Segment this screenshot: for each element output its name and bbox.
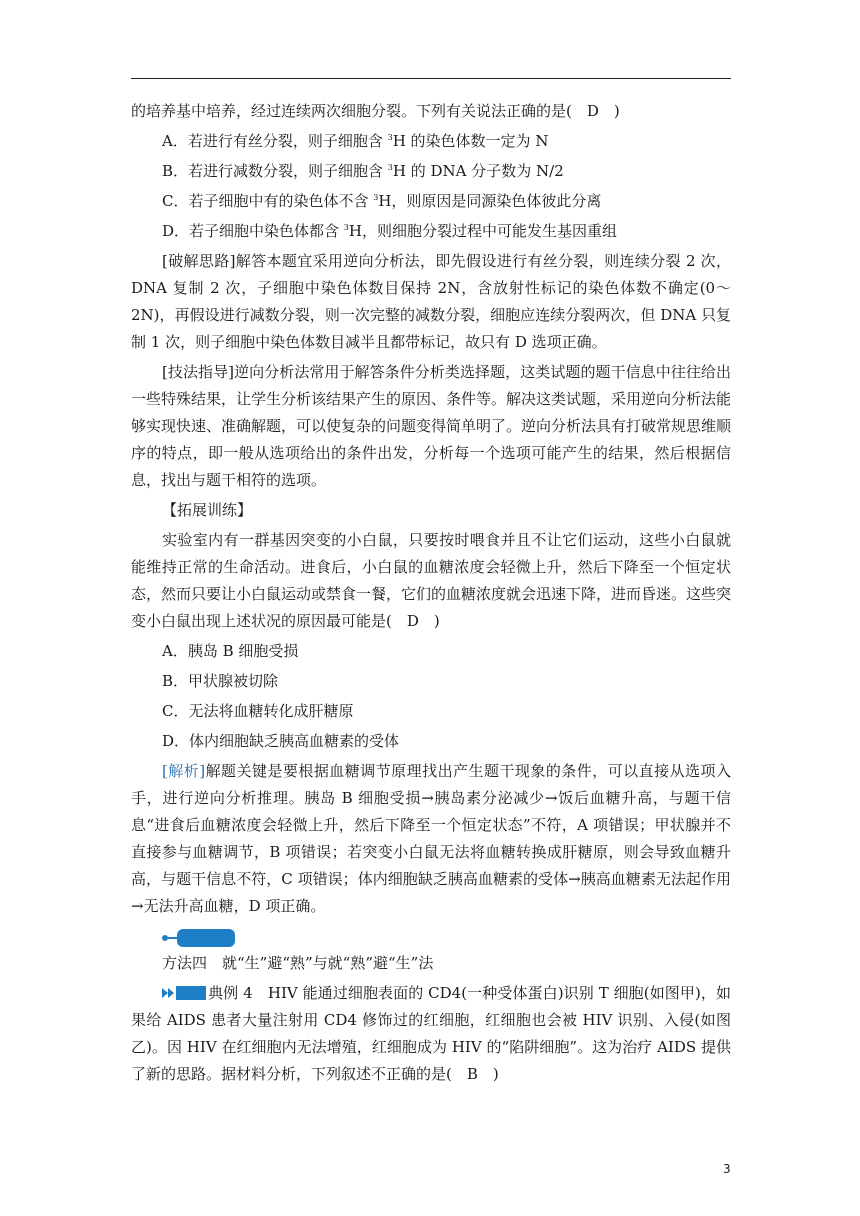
explanation-tag: [解析]: [162, 762, 206, 780]
option-b: B．若进行减数分裂，则子细胞含 $^3$H 的 DNA 分子数为 N/2: [162, 162, 564, 180]
double-arrow-icon: [162, 987, 176, 999]
example-paragraph: 典例 4 HIV 能通过细胞表面的 CD4(一种受体蛋白)识别 T 细胞(如图甲)，如果给 AIDS 患者大量注射用 CD4 修饰过的红细胞，红细胞也会被 HIV 识别、入侵(如图乙)。因 HIV 在红细胞内无法增殖，红细胞成为 HIV 的“陷阱细胞”。这为治疗 AIDS 提供了新的思路。据材料分析，下列叙述不正确的是( B ): [131, 984, 732, 1083]
example-label-block-icon: [176, 986, 206, 1000]
ext-option-d: D．体内细胞缺乏胰高血糖素的受体: [162, 732, 400, 750]
question-stem-tail: 的培养基中培养，经过连续两次细胞分裂。下列有关说法正确的是( D ): [131, 102, 620, 120]
ext-option-b: B．甲状腺被切除: [162, 672, 279, 690]
option-d: D．若子细胞中染色体都含 $^3$H，则细胞分裂过程中可能发生基因重组: [162, 222, 617, 240]
method-title: 方法四 就“生”避“熟”与就“熟”避“生”法: [162, 954, 434, 972]
example-label: 典例 4: [208, 984, 253, 1002]
ext-option-a: A．胰岛 B 细胞受损: [162, 642, 299, 660]
header-rule: [131, 78, 731, 79]
analysis-paragraph: [破解思路]解答本题宜采用逆向分析法，即先假设进行有丝分裂，则连续分裂 2 次，DNA 复制 2 次，子细胞中染色体数目保持 2N，含放射性标记的染色体数不确定(0～2N)，再假设进行减数分裂，则一次完整的减数分裂，细胞应连续分裂两次，但 DNA 只复制 1 次，则子细胞中染色体数目减半且都带标记，故只有 D 选项正确。: [131, 252, 731, 351]
extension-stem: 实验室内有一群基因突变的小白鼠，只要按时喂食并且不让它们运动，这些小白鼠就能维持正常的生命活动。进食后，小白鼠的血糖浓度会轻微上升，然后下降至一个恒定状态，然而只要让小白鼠运动或禁食一餐，它们的血糖浓度就会迅速下降，进而昏迷。这些突变小白鼠出现上述状况的原因最可能是( D ): [131, 531, 732, 630]
option-a: A．若进行有丝分裂，则子细胞含 $^3$H 的染色体数一定为 N: [162, 132, 549, 150]
technique-tag: [技法指导]: [162, 363, 235, 381]
explanation-paragraph: [解析]解题关键是要根据血糖调节原理找出产生题干现象的条件，可以直接从选项入手，进行逆向分析推理。胰岛 B 细胞受损→胰岛素分泌减少→饭后血糖升高，与题干信息“进食后血糖浓度会轻微上升，然后下降至一个恒定状态”不符，A 项错误；甲状腺并不直接参与血糖调节，B 项错误；若突变小白鼠无法将血糖转换成肝糖原，则会导致血糖升高，与题干信息不符，C 项错误；体内细胞缺乏胰高血糖素的受体→胰高血糖素无法起作用→无法升高血糖，D 项正确。: [131, 762, 731, 915]
marker-pill-icon: [177, 929, 235, 947]
page-number: 3: [723, 1162, 731, 1176]
ext-option-c: C．无法将血糖转化成肝糖原: [162, 702, 354, 720]
technique-paragraph: [技法指导]逆向分析法常用于解答条件分析类选择题，这类试题的题干信息中往往给出一些特殊结果，让学生分析该结果产生的原因、条件等。解决这类试题，采用逆向分析法能够实现快速、准确解题，可以使复杂的问题变得简单明了。逆向分析法具有打破常规思维顺序的特点，即一般从选项给出的条件出发，分析每一个选项可能产生的结果，然后根据信息，找出与题干相符的选项。: [131, 363, 732, 489]
analysis-tag: [破解思路]: [162, 252, 236, 270]
option-c: C．若子细胞中有的染色体不含 $^3$H，则原因是同源染色体彼此分离: [162, 192, 602, 210]
section-marker: [131, 926, 731, 950]
extension-heading: 【拓展训练】: [162, 501, 253, 519]
page-content: [131, 98, 731, 1088]
